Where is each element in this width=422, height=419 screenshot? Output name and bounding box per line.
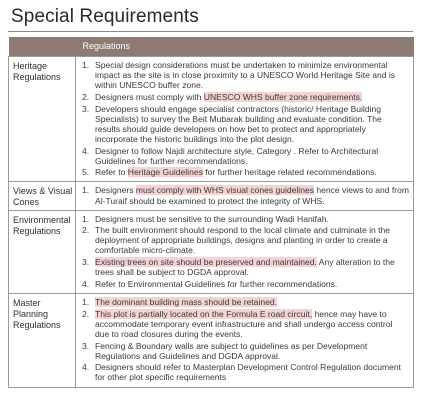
item-number: 3.	[82, 257, 90, 268]
text-run: hence views to and from Al-Turaif should be examined to protect the integrity of WHS.	[95, 185, 410, 206]
highlighted-text: The dominant building mass should be retained.	[95, 297, 277, 308]
item-number: 4.	[82, 362, 90, 373]
text-run: Fencing & Boundary walls are subject to guidelines as per Development Regulations and Guidelines and DGDA approval.	[95, 340, 368, 361]
requirements-table	[8, 37, 414, 388]
text-run: Refer to Environmental Guidelines for further recommendations.	[95, 278, 338, 289]
item-text	[95, 279, 409, 289]
text-run: Designer to follow Najdi architecture style, Category . Refer to Architectural Guidelines for further recommendations.	[95, 145, 379, 166]
text-run: Any alteration to the trees shall be subject to DGDA approval.	[95, 257, 395, 278]
list-item	[82, 104, 409, 144]
category-cell: Master Planning Regulations	[9, 294, 76, 388]
category-cell: Environmental Regulations	[9, 210, 76, 293]
item-number: 1.	[82, 297, 90, 308]
list-item	[82, 60, 409, 90]
highlighted-text: Heritage Guidelines	[127, 167, 203, 178]
item-text	[95, 297, 409, 307]
list-item	[82, 185, 409, 205]
text-run: Refer to	[95, 167, 128, 178]
regulations-cell	[76, 57, 414, 182]
text-run: hence may have to accommodate temporary event infrastructure and shall undergo access control due to road closures during the events.	[95, 308, 393, 339]
item-text	[95, 92, 409, 102]
item-number: 2.	[82, 225, 90, 236]
item-number: 2.	[82, 308, 90, 319]
text-run: Special design considerations must be undertaken to minimize environmental impact as the site is in close proximity to a UNESCO World Heritage Site and is within UNESCO buffer zone.	[95, 60, 396, 91]
item-text	[95, 214, 409, 224]
item-number: 4.	[82, 278, 90, 289]
item-number: 4.	[82, 145, 90, 156]
item-number: 1.	[82, 185, 90, 196]
header-category	[9, 37, 76, 57]
highlighted-text: must comply with WHS visual cones guidelines	[135, 185, 314, 196]
item-number: 1.	[82, 213, 90, 224]
list-item	[82, 225, 409, 255]
list-item	[82, 92, 409, 102]
item-text	[95, 257, 409, 277]
item-number: 3.	[82, 340, 90, 351]
regulations-cell	[76, 210, 414, 293]
item-number: 3.	[82, 103, 90, 114]
table-row	[9, 294, 414, 388]
category-cell: Heritage Regulations	[9, 57, 76, 182]
table-header-row	[9, 37, 414, 57]
table-row	[9, 57, 414, 182]
item-text	[95, 60, 409, 90]
item-number: 5.	[82, 167, 90, 178]
item-text	[95, 146, 409, 166]
item-text	[95, 309, 409, 339]
list-item	[82, 309, 409, 339]
table-body	[9, 57, 414, 388]
item-text	[95, 104, 409, 144]
text-run: Designers must comply with	[95, 91, 204, 102]
text-run: for further heritage related recommendations.	[202, 167, 377, 178]
list-item	[82, 167, 409, 177]
title-divider	[8, 31, 413, 32]
text-run: Developers should engage specialist contractors (historic/ Heritage Building Specialists) to survey the Beit Mubarak building and evaluate condition. The results should guide developers on how bet to protect and appropriately incorporate the historic buildings into the plot design.	[95, 103, 382, 144]
list-item	[82, 257, 409, 277]
header-regulations: Regulations	[76, 37, 414, 57]
list-item	[82, 341, 409, 361]
text-run: Designers	[95, 185, 136, 196]
item-text	[95, 341, 409, 361]
item-number: 2.	[82, 91, 90, 102]
text-run: Designers should refer to Masterplan Development Control Regulation document for other plot specific requirements	[95, 362, 401, 383]
category-cell: Views & Visual Cones	[9, 182, 76, 210]
item-text	[95, 185, 409, 205]
highlighted-text: Existing trees on site should be preserved and maintained.	[95, 257, 317, 268]
item-text	[95, 362, 409, 382]
page-title: Special Requirements	[11, 6, 199, 27]
text-run: The built environment should respond to the local climate and culminate in the deployment of appropriate buildings, designs and planting in order to create a comfortable micro-climate.	[95, 225, 391, 256]
text-run: Designers must be sensitive to the surrounding Wadi Hanifah.	[95, 213, 329, 224]
regulations-cell	[76, 294, 414, 388]
table-row	[9, 210, 414, 293]
list-item	[82, 362, 409, 382]
list-item	[82, 214, 409, 224]
item-text	[95, 225, 409, 255]
highlighted-text: This plot is partially located on the Formula E road circuit,	[95, 308, 313, 319]
list-item	[82, 279, 409, 289]
table-row	[9, 182, 414, 210]
regulations-cell	[76, 182, 414, 210]
list-item	[82, 297, 409, 307]
item-text	[95, 167, 409, 177]
highlighted-text: UNESCO WHS buffer zone requirements.	[203, 91, 363, 102]
list-item	[82, 146, 409, 166]
item-number: 1.	[82, 60, 90, 70]
